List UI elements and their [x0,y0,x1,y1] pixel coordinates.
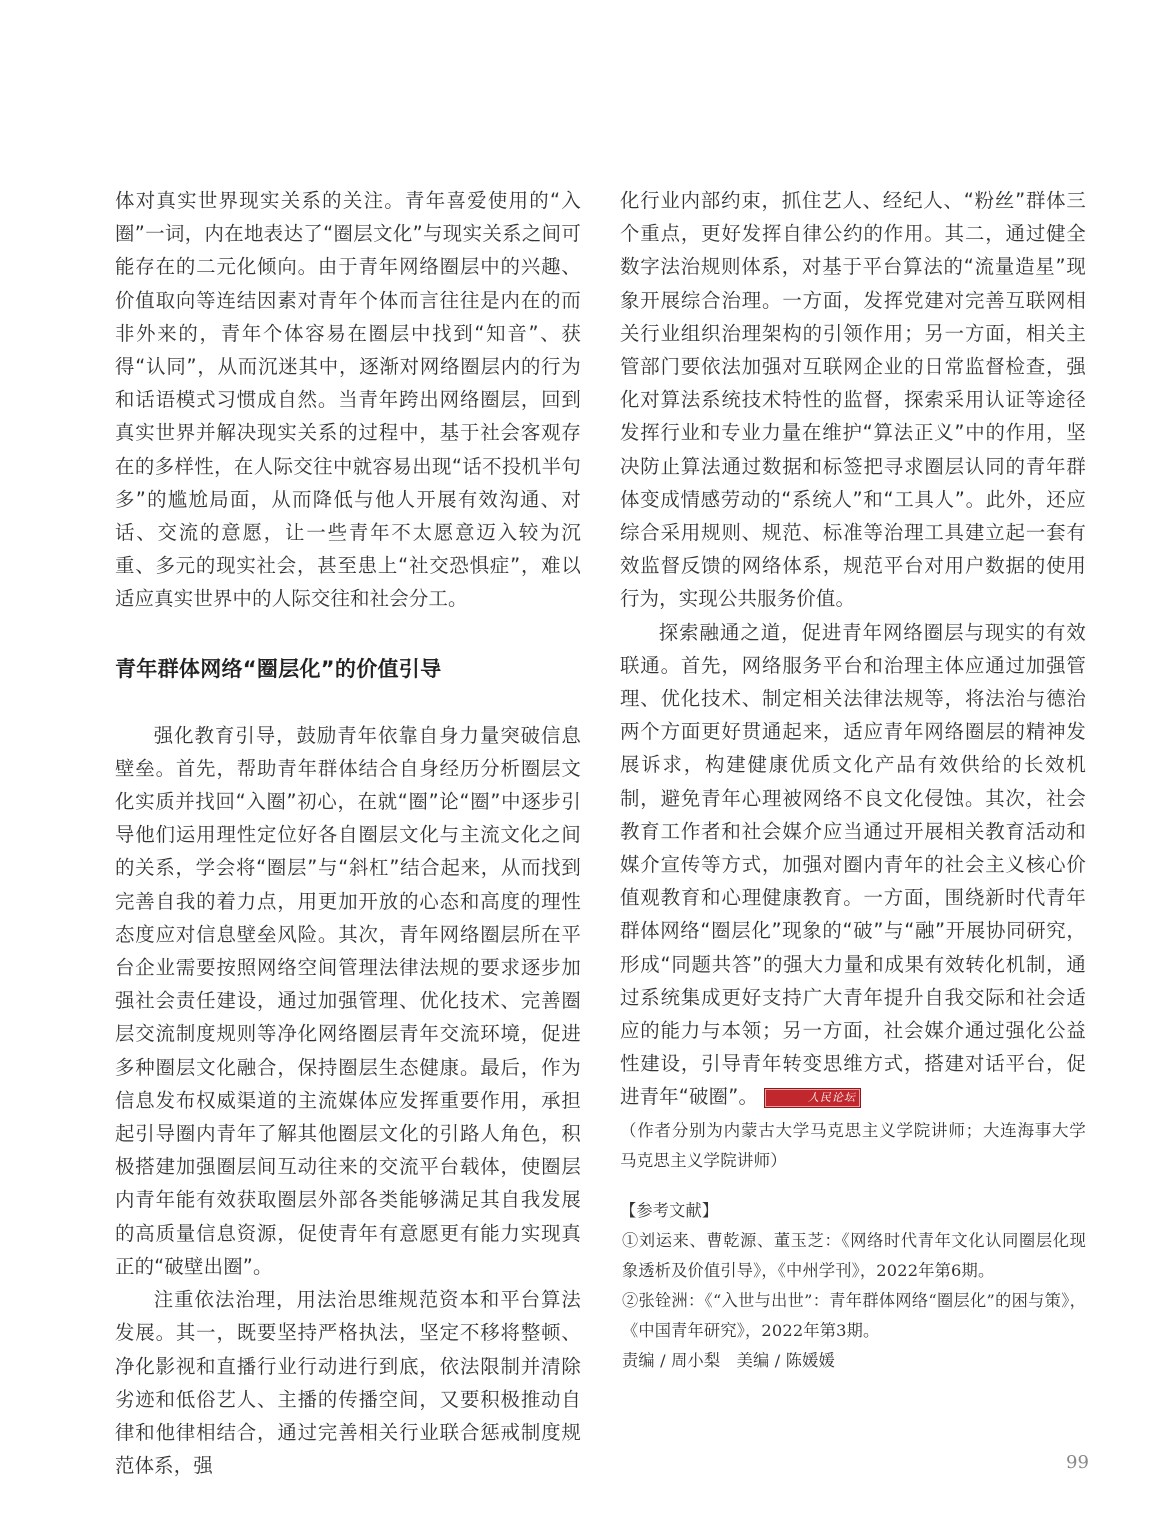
author-byline: （作者分别为内蒙古大学马克思主义学院讲师；大连海事大学马克思主义学院讲师） [620,1120,1086,1170]
publication-logo-badge: 人民论坛 [764,1088,861,1108]
body-paragraph-text: 探索融通之道，促进青年网络圈层与现实的有效联通。首先，网络服务平台和治理主体应通过加强管理、优化技术、制定相关法律法规等，将法治与德治两个方面更好贯通起来，适应青年网络圈层的精神发展诉求，构建健康优质文化产品有效供给的长效机制，避免青年心理被网络不良文化侵蚀。其次，社会教育工作者和社会媒介应当通过开展相关教育活动和媒介宣传等方式，加强对圈内青年的社会主义核心价值观教育和心理健康教育。一方面，围绕新时代青年群体网络“圈层化”现象的“破”与“融”开展协同研究，形成“同题共答”的强大力量和成果有效转化机制，通过系统集成更好支持广大青年提升自我交际和社会适应的能力与本领；另一方面，社会媒介通过强化公益性建设，引导青年转变思维方式，搭建对话平台，促进青年“破圈”。 [620,620,1086,1109]
right-column [620,184,1086,1376]
references-section [620,1196,1086,1376]
reference-item: ①刘运来、曹乾源、董玉芝：《网络时代青年文化认同圈层化现象透析及价值引导》，《中州学刊》，2022年第6期。 [622,1230,1086,1280]
reference-item: ②张铨洲：《“入世与出世”：青年群体网络“圈层化”的困与策》，《中国青年研究》，2022年第3期。 [622,1290,1086,1340]
body-paragraph: 体对真实世界现实关系的关注。青年喜爱使用的“入圈”一词，内在地表达了“圈层文化”与现实关系之间可能存在的二元化倾向。由于青年网络圈层中的兴趣、价值取向等连结因素对青年个体而言往往是内在的而非外来的，青年个体容易在圈层中找到“知音”、获得“认同”，从而沉迷其中，逐渐对网络圈层内的行为和话语模式习惯成自然。当青年跨出网络圈层，回到真实世界并解决现实关系的过程中，基于社会客观存在的多样性，在人际交往中就容易出现“话不投机半句多”的尴尬局面，从而降低与他人开展有效沟通、对话、交流的意愿，让一些青年不太愿意迈入较为沉重、多元的现实社会，甚至患上“社交恐惧症”，难以适应真实世界中的人际交往和社会分工。 [115,189,581,611]
references-title: 【参考文献】 [620,1200,719,1220]
body-paragraph [620,616,1086,1114]
body-paragraph: 注重依法治理，用法治思维规范资本和平台算法发展。其一，既要坚持严格执法，坚定不移将整顿、净化影视和直播行业行动进行到底，依法限制并清除劣迹和低俗艺人、主播的传播空间，又要积极推动自律和他律相结合，通过完善相关行业联合惩戒制度规范体系，强 [115,1288,581,1478]
section-heading: 青年群体网络“圈层化”的价值引导 [115,656,442,681]
editor-credits: 责编 / 周小梨 美编 / 陈媛媛 [622,1350,835,1370]
body-paragraph: 强化教育引导，鼓励青年依靠自身力量突破信息壁垒。首先，帮助青年群体结合自身经历分析圈层文化实质并找回“入圈”初心，在就“圈”论“圈”中逐步引导他们运用理性定位好各自圈层文化与主流文化之间的关系，学会将“圈层”与“斜杠”结合起来，从而找到完善自我的着力点，用更加开放的心态和高度的理性态度应对信息壁垒风险。其次，青年网络圈层所在平台企业需要按照网络空间管理法律法规的要求逐步加强社会责任建设，通过加强管理、优化技术、完善圈层交流制度规则等净化网络圈层青年交流环境，促进多种圈层文化融合，保持圈层生态健康。最后，作为信息发布权威渠道的主流媒体应发挥重要作用，承担起引导圈内青年了解其他圈层文化的引路人角色，积极搭建加强圈层间互动往来的交流平台载体，使圈层内青年能有效获取圈层外部各类能够满足其自我发展的高质量信息资源，促使青年有意愿更有能力实现真正的“破壁出圈”。 [115,723,581,1278]
body-paragraph: 化行业内部约束，抓住艺人、经纪人、“粉丝”群体三个重点，更好发挥自律公约的作用。其二，通过健全数字法治规则体系，对基于平台算法的“流量造星”现象开展综合治理。一方面，发挥党建对完善互联网相关行业组织治理架构的引领作用；另一方面，相关主管部门要依法加强对互联网企业的日常监督检查，强化对算法系统技术特性的监督，探索采用认证等途径发挥行业和专业力量在维护“算法正义”中的作用，坚决防止算法通过数据和标签把寻求圈层认同的青年群体变成情感劳动的“系统人”和“工具人”。此外，还应综合采用规则、规范、标准等治理工具建立起一套有效监督反馈的网络体系，规范平台对用户数据的使用行为，实现公共服务价值。 [620,189,1086,611]
page-number: 99 [1066,1452,1089,1473]
left-column [115,184,581,1482]
